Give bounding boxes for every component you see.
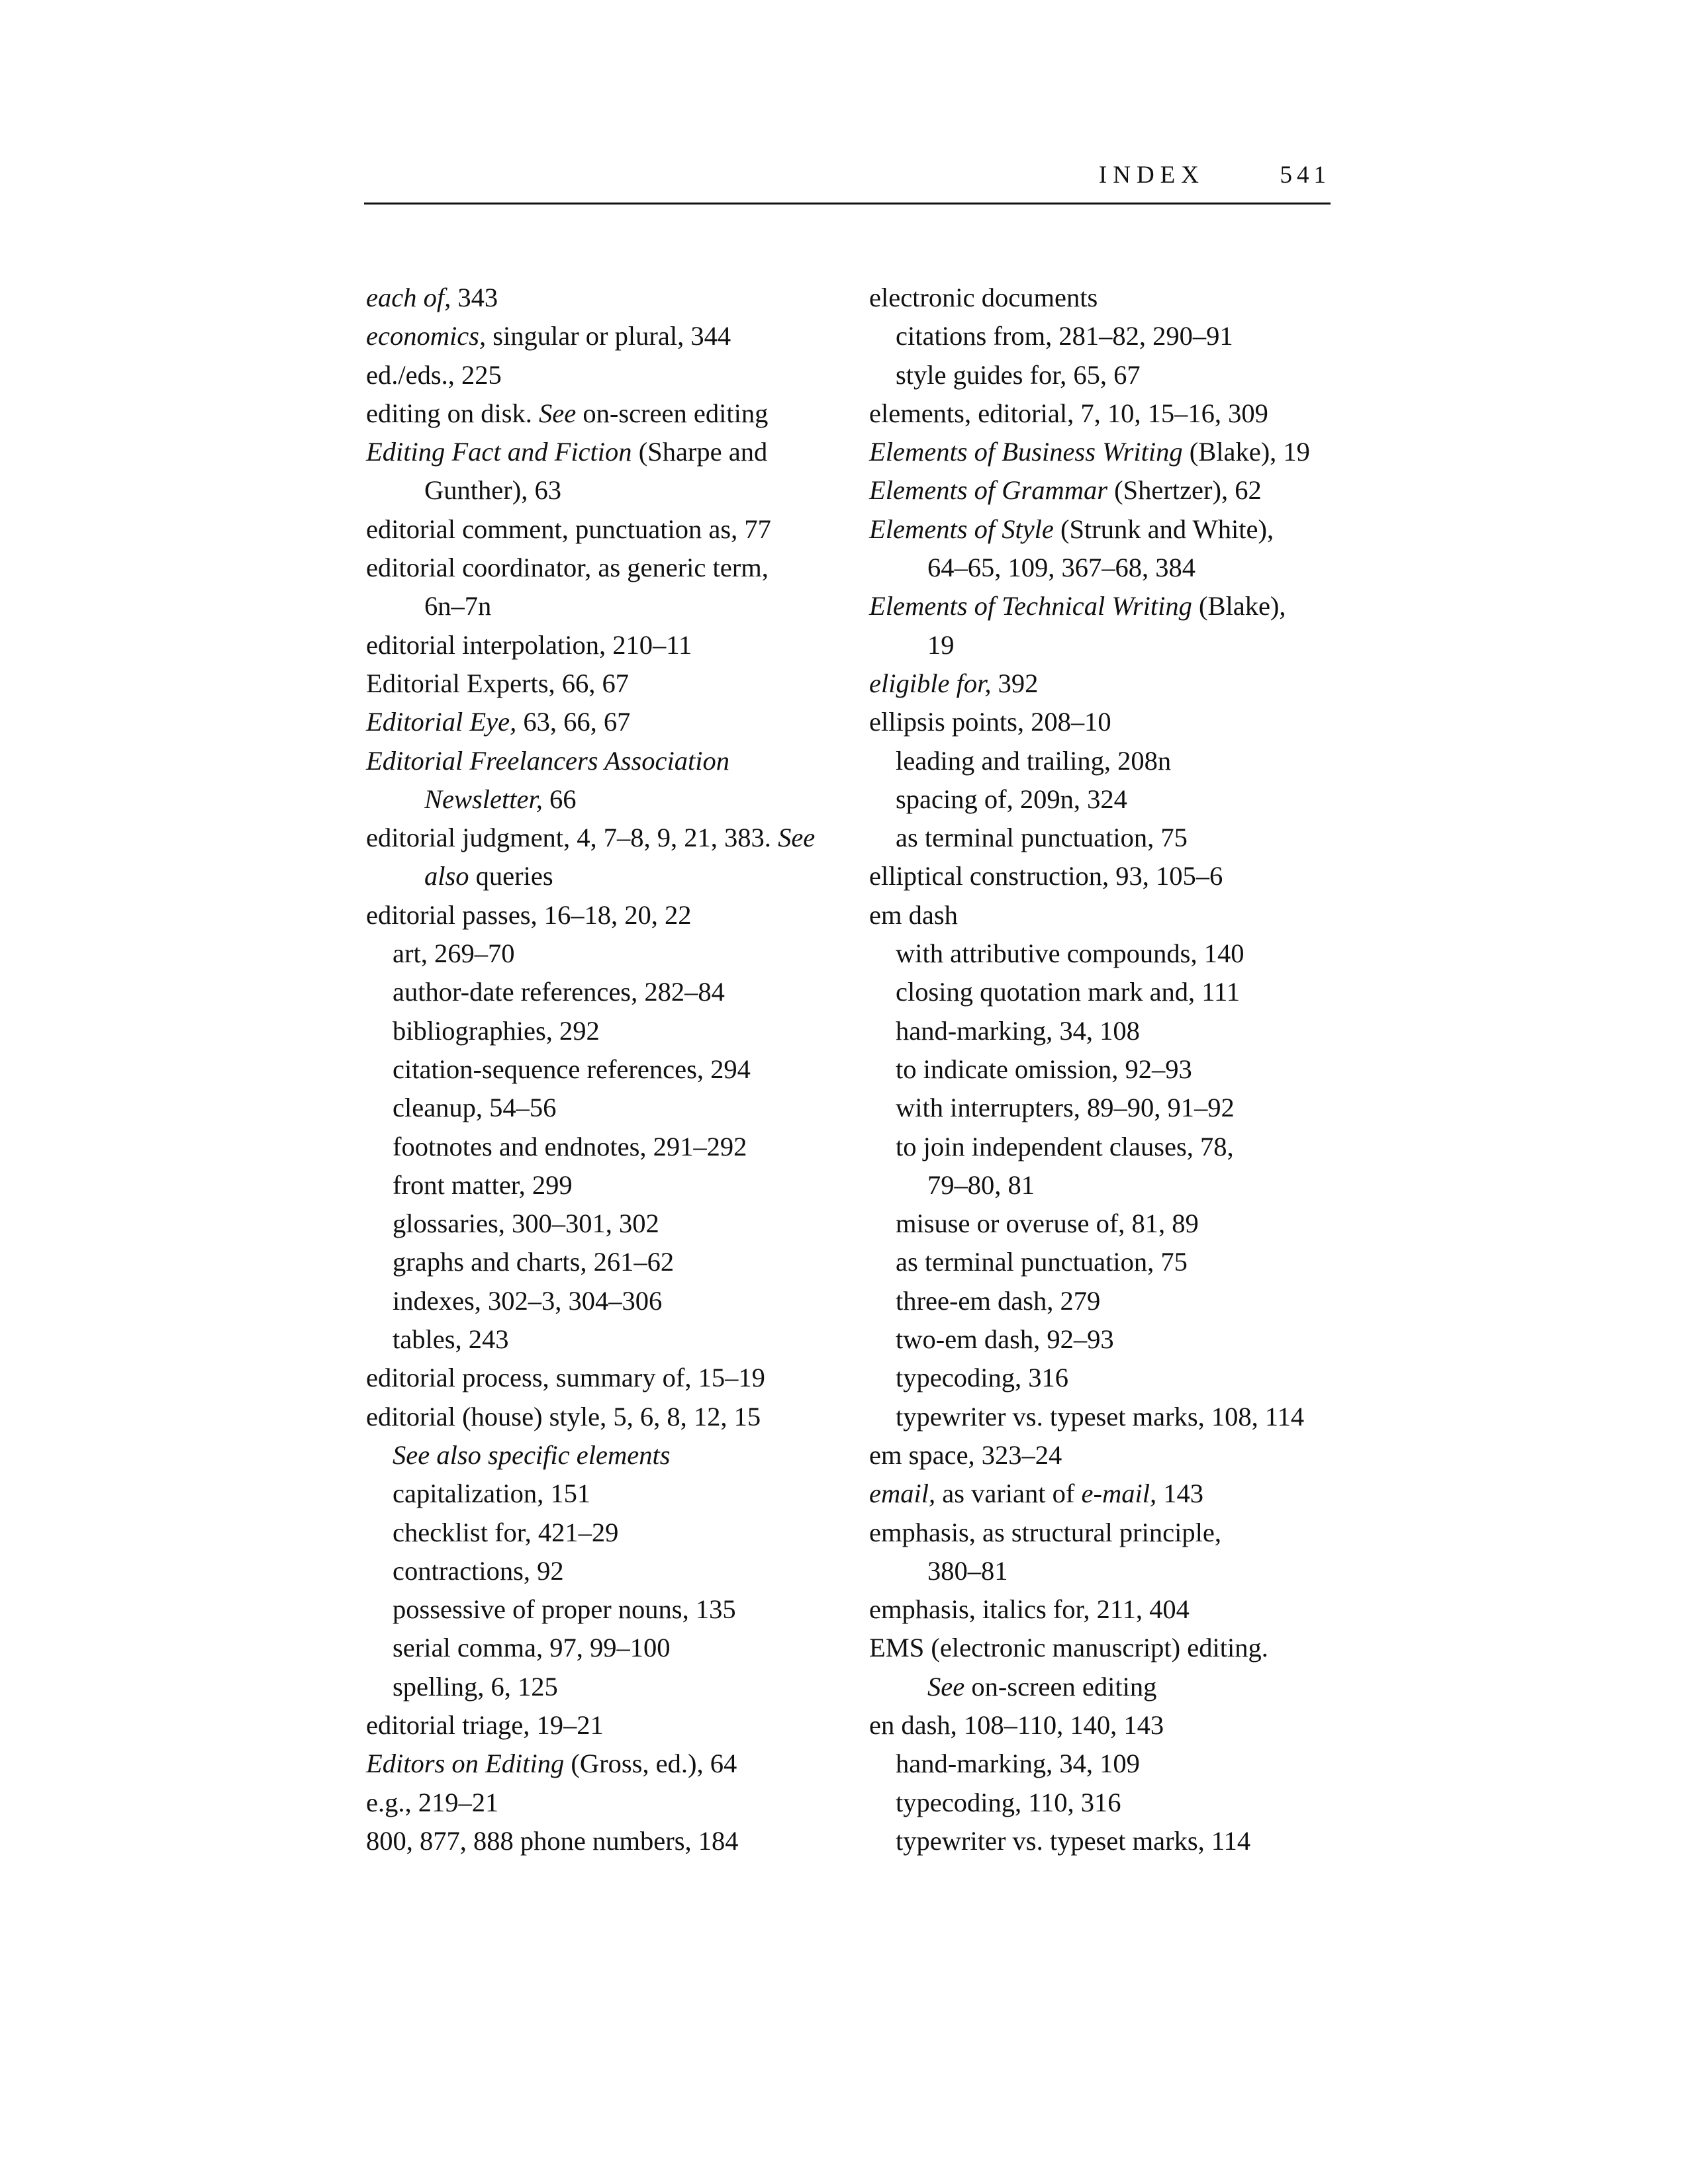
- index-subentry: [869, 1398, 1333, 1436]
- entry-text: 66: [542, 784, 577, 814]
- entry-text: with attributive compounds, 140: [896, 938, 1244, 969]
- index-entry-continuation: [869, 549, 1333, 587]
- entry-text: (Strunk and White),: [1053, 514, 1274, 544]
- index-entry-line: [896, 1128, 1333, 1166]
- index-subentry: [869, 1282, 1333, 1320]
- entry-text: (Blake), 19: [1182, 437, 1310, 467]
- index-subentry: [869, 1320, 1333, 1359]
- entry-text: emphasis, italics for, 211, 404: [869, 1594, 1190, 1625]
- index-subentry: [869, 973, 1333, 1011]
- index-entry-line: [896, 819, 1333, 857]
- entry-text: to join independent clauses, 78,: [896, 1131, 1234, 1161]
- italic-text: See also specific elements: [393, 1439, 671, 1470]
- index-subentry: [869, 934, 1333, 973]
- italic-text: each of,: [366, 283, 451, 312]
- index-entry-line: [366, 433, 829, 471]
- entry-text: as terminal punctuation, 75: [896, 1247, 1188, 1277]
- index-entry-line: [869, 587, 1333, 625]
- italic-text: also: [424, 861, 469, 891]
- entry-text: 800, 877, 888 phone numbers, 184: [366, 1825, 739, 1856]
- index-entry: [366, 356, 829, 394]
- index-entry: [366, 703, 829, 741]
- italic-text: Editorial Eye,: [366, 707, 517, 737]
- entry-text: (Gross, ed.), 64: [564, 1749, 737, 1779]
- index-entry-line: [896, 1822, 1333, 1860]
- index-entry-line: [366, 317, 829, 355]
- entry-text: editorial interpolation, 210–11: [366, 629, 692, 660]
- index-entry: [869, 433, 1333, 471]
- entry-text: EMS (electronic manuscript) editing.: [869, 1633, 1268, 1663]
- index-subentry: [366, 1128, 829, 1166]
- index-entry-line: [896, 1784, 1333, 1822]
- index-subentry: [366, 1668, 829, 1706]
- index-entry-line: [393, 1205, 829, 1243]
- index-subentry: [869, 1050, 1333, 1089]
- page-number: 541: [1280, 161, 1331, 189]
- entry-text: (Blake),: [1192, 591, 1286, 621]
- index-entry: [869, 857, 1333, 895]
- index-entry-line: [366, 279, 829, 317]
- index-entry-line: [393, 934, 829, 973]
- index-entry-line: [366, 549, 829, 587]
- index-entry-continuation: [366, 587, 829, 625]
- entry-text: typewriter vs. typeset marks, 114: [896, 1825, 1251, 1856]
- entry-text: indexes, 302–3, 304–306: [393, 1285, 663, 1316]
- index-entry-line: [869, 857, 1333, 895]
- index-subentry: [366, 1050, 829, 1089]
- index-column-right: [869, 279, 1333, 1860]
- entry-text: typecoding, 316: [896, 1363, 1068, 1393]
- index-entry: [869, 703, 1333, 741]
- index-entry-line: [896, 1089, 1333, 1127]
- index-entry: [869, 394, 1333, 433]
- index-entry: [869, 664, 1333, 703]
- entry-text: em dash: [869, 899, 958, 930]
- italic-text: See: [539, 398, 577, 428]
- index-entry-line: [366, 1359, 829, 1397]
- entry-text: editorial coordinator, as generic term,: [366, 553, 769, 583]
- index-subentry: [366, 1436, 829, 1475]
- index-entry: [869, 1590, 1333, 1629]
- index-entry-line: [869, 1514, 1333, 1552]
- italic-text: See: [778, 823, 816, 853]
- index-subentry: [869, 742, 1333, 780]
- index-entry-line: [896, 1050, 1333, 1089]
- entry-text: electronic documents: [869, 283, 1098, 312]
- index-entry-line: [896, 742, 1333, 780]
- entry-text: 392: [991, 668, 1039, 698]
- index-entry-line: [366, 819, 829, 857]
- index-entry: [366, 1822, 829, 1860]
- entry-text: queries: [469, 861, 553, 891]
- index-entry-line: [896, 1243, 1333, 1281]
- index-entry: [366, 1359, 829, 1397]
- index-entry-line: [366, 626, 829, 664]
- index-entry-line: [366, 1398, 829, 1436]
- entry-text: possessive of proper nouns, 135: [393, 1594, 736, 1625]
- index-entry-line: [896, 1745, 1333, 1783]
- index-entry-line: [366, 1706, 829, 1745]
- italic-text: Elements of Grammar: [869, 475, 1107, 506]
- entry-text: glossaries, 300–301, 302: [393, 1208, 659, 1239]
- index-subentry: [869, 1359, 1333, 1397]
- index-entry-line: [869, 433, 1333, 471]
- entry-text: contractions, 92: [393, 1555, 564, 1586]
- index-entry: [869, 1436, 1333, 1475]
- entry-text: editorial triage, 19–21: [366, 1709, 604, 1740]
- entry-text: misuse or overuse of, 81, 89: [896, 1208, 1199, 1239]
- italic-text: Elements of Style: [869, 514, 1054, 544]
- index-entry-line: [366, 896, 829, 934]
- index-entry-line: [869, 394, 1333, 433]
- entry-text: graphs and charts, 261–62: [393, 1247, 675, 1277]
- index-subentry: [366, 934, 829, 973]
- index-entry: [366, 549, 829, 626]
- entry-text: (Sharpe and: [632, 437, 768, 467]
- index-subentry: [869, 317, 1333, 355]
- entry-text: 64–65, 109, 367–68, 384: [927, 553, 1196, 583]
- entry-text: spelling, 6, 125: [393, 1671, 558, 1702]
- entry-text: ellipsis points, 208–10: [869, 707, 1111, 737]
- entry-text: style guides for, 65, 67: [896, 359, 1141, 390]
- index-entry-line: [896, 356, 1333, 394]
- index-entry: [366, 510, 829, 549]
- entry-text: ed./eds., 225: [366, 359, 502, 390]
- index-subentry: [869, 1243, 1333, 1281]
- index-entry: [366, 819, 829, 896]
- entry-text: editorial process, summary of, 15–19: [366, 1363, 765, 1393]
- index-subentry: [869, 1128, 1333, 1205]
- entry-text: elements, editorial, 7, 10, 15–16, 309: [869, 398, 1268, 428]
- index-entry-line: [366, 1822, 829, 1860]
- index-entry-line: [393, 1089, 829, 1127]
- entry-text: typewriter vs. typeset marks, 108, 114: [896, 1401, 1305, 1432]
- index-entry-line: [869, 703, 1333, 741]
- index-entry-line: [393, 1629, 829, 1667]
- entry-text: singular or plural, 344: [486, 321, 731, 351]
- index-entry-line: [869, 1436, 1333, 1475]
- italic-text: Editing Fact and Fiction: [366, 437, 632, 467]
- italic-text: eligible for,: [869, 668, 992, 698]
- index-entry-line: [393, 1166, 829, 1205]
- index-entry-line: [393, 1590, 829, 1629]
- index-entry-continuation: [869, 1552, 1333, 1590]
- index-entry: [366, 1784, 829, 1822]
- index-entry-line: [366, 510, 829, 549]
- index-subentry: [869, 1012, 1333, 1050]
- index-entry-line: [393, 1243, 829, 1281]
- index-entry-line: [393, 1552, 829, 1590]
- index-entry: [869, 587, 1333, 664]
- italic-text: See: [927, 1671, 965, 1702]
- italic-text: e-mail,: [1081, 1479, 1157, 1509]
- index-entry-line: [869, 510, 1333, 549]
- index-entry-line: [393, 1668, 829, 1706]
- index-entry-line: [393, 1050, 829, 1089]
- index-entry: [869, 471, 1333, 510]
- index-entry-line: [869, 471, 1333, 510]
- entry-text: as variant of: [935, 1479, 1082, 1509]
- index-entry-line: [896, 317, 1333, 355]
- index-subentry: [366, 1243, 829, 1281]
- italic-text: Elements of Business Writing: [869, 437, 1183, 467]
- running-title: INDEX: [1098, 161, 1205, 189]
- index-entry-line: [393, 1436, 829, 1475]
- entry-text: Gunther), 63: [424, 475, 561, 506]
- index-entry-line: [896, 1012, 1333, 1050]
- entry-text: citations from, 281–82, 290–91: [896, 321, 1233, 351]
- index-subentry: [869, 1205, 1333, 1243]
- entry-text: editorial comment, punctuation as, 77: [366, 514, 771, 544]
- entry-text: on-screen editing: [964, 1671, 1157, 1702]
- entry-text: hand-marking, 34, 109: [896, 1749, 1140, 1779]
- index-entry: [366, 279, 829, 317]
- entry-text: capitalization, 151: [393, 1479, 591, 1509]
- entry-text: bibliographies, 292: [393, 1015, 600, 1046]
- italic-text: email,: [869, 1479, 936, 1509]
- index-entry-line: [896, 780, 1333, 819]
- entry-text: as terminal punctuation, 75: [896, 823, 1188, 853]
- index-subentry: [869, 819, 1333, 857]
- index-subentry: [869, 1745, 1333, 1783]
- entry-text: typecoding, 110, 316: [896, 1787, 1121, 1817]
- index-entry: [869, 1475, 1333, 1513]
- index-entry-line: [896, 973, 1333, 1011]
- index-entry: [869, 1706, 1333, 1745]
- index-entry: [366, 896, 829, 934]
- index-entry-line: [869, 896, 1333, 934]
- entry-text: 143: [1156, 1479, 1203, 1509]
- index-entry: [366, 1706, 829, 1745]
- index-column-left: [366, 279, 829, 1860]
- entry-text: editing on disk.: [366, 398, 539, 428]
- index-entry-line: [896, 1359, 1333, 1397]
- index-entry: [366, 1398, 829, 1436]
- index-subentry: [366, 973, 829, 1011]
- entry-text: e.g., 219–21: [366, 1787, 499, 1817]
- entry-text: author-date references, 282–84: [393, 977, 725, 1007]
- entry-text: em space, 323–24: [869, 1439, 1062, 1470]
- italic-text: economics,: [366, 321, 487, 351]
- index-entry: [869, 1514, 1333, 1591]
- index-entry: [869, 1629, 1333, 1706]
- entry-text: two-em dash, 92–93: [896, 1324, 1114, 1355]
- index-entry: [869, 896, 1333, 934]
- index-subentry: [366, 1514, 829, 1552]
- entry-text: cleanup, 54–56: [393, 1093, 557, 1123]
- entry-text: leading and trailing, 208n: [896, 745, 1172, 776]
- entry-text: 343: [451, 283, 498, 312]
- running-head: [364, 156, 1331, 205]
- index-entry: [366, 742, 829, 819]
- entry-text: editorial judgment, 4, 7–8, 9, 21, 383.: [366, 823, 778, 853]
- entry-text: elliptical construction, 93, 105–6: [869, 861, 1223, 891]
- index-entry: [366, 317, 829, 355]
- entry-text: checklist for, 421–29: [393, 1517, 619, 1547]
- index-entry-line: [896, 1205, 1333, 1243]
- index-entry-line: [366, 664, 829, 703]
- entry-text: hand-marking, 34, 108: [896, 1015, 1140, 1046]
- index-entry: [869, 510, 1333, 588]
- index-subentry: [366, 1590, 829, 1629]
- index-subentry: [366, 1166, 829, 1205]
- index-entry-line: [393, 973, 829, 1011]
- index-entry-continuation: [869, 626, 1333, 664]
- index-entry: [869, 279, 1333, 317]
- index-entry-line: [896, 1398, 1333, 1436]
- index-entry: [366, 1745, 829, 1783]
- entry-text: footnotes and endnotes, 291–292: [393, 1131, 747, 1161]
- index-entry-continuation: [869, 1668, 1333, 1706]
- index-entry-line: [896, 1282, 1333, 1320]
- entry-text: closing quotation mark and, 111: [896, 977, 1241, 1007]
- index-subentry: [869, 1784, 1333, 1822]
- index-entry-line: [869, 1706, 1333, 1745]
- index-entry-line: [896, 1320, 1333, 1359]
- entry-text: front matter, 299: [393, 1169, 573, 1200]
- index-entry-continuation: [896, 1166, 1333, 1205]
- entry-text: 19: [927, 629, 955, 660]
- entry-text: emphasis, as structural principle,: [869, 1517, 1221, 1547]
- index-subentry: [366, 1089, 829, 1127]
- entry-text: spacing of, 209n, 324: [896, 784, 1127, 814]
- entry-text: 380–81: [927, 1555, 1008, 1586]
- entry-text: three-em dash, 279: [896, 1285, 1101, 1316]
- entry-text: editorial passes, 16–18, 20, 22: [366, 899, 692, 930]
- entry-text: 6n–7n: [424, 591, 492, 621]
- index-entry-line: [366, 742, 829, 780]
- index-entry-line: [393, 1320, 829, 1359]
- index-entry: [366, 664, 829, 703]
- index-entry-line: [366, 703, 829, 741]
- index-subentry: [366, 1629, 829, 1667]
- entry-text: editorial (house) style, 5, 6, 8, 12, 15: [366, 1401, 761, 1432]
- italic-text: Elements of Technical Writing: [869, 591, 1192, 621]
- index-entry: [366, 433, 829, 510]
- index-subentry: [869, 1822, 1333, 1860]
- italic-text: Newsletter,: [424, 784, 543, 814]
- index-entry-line: [869, 664, 1333, 703]
- index-entry-line: [393, 1475, 829, 1513]
- index-entry-line: [366, 1784, 829, 1822]
- index-entry-line: [393, 1282, 829, 1320]
- index-entry-line: [393, 1514, 829, 1552]
- index-subentry: [366, 1205, 829, 1243]
- index-subentry: [869, 780, 1333, 819]
- entry-text: (Shertzer), 62: [1107, 475, 1262, 506]
- index-entry-line: [869, 1475, 1333, 1513]
- index-entry-line: [869, 1590, 1333, 1629]
- italic-text: Editors on Editing: [366, 1749, 565, 1779]
- index-entry-line: [366, 1745, 829, 1783]
- index-subentry: [366, 1012, 829, 1050]
- index-entry: [366, 626, 829, 664]
- index-entry: [366, 394, 829, 433]
- index-entry-line: [869, 279, 1333, 317]
- index-entry-line: [869, 1629, 1333, 1667]
- index-entry-line: [393, 1128, 829, 1166]
- entry-text: 63, 66, 67: [516, 707, 631, 737]
- index-entry-line: [393, 1012, 829, 1050]
- index-subentry: [366, 1282, 829, 1320]
- entry-text: 79–80, 81: [927, 1169, 1035, 1200]
- entry-text: tables, 243: [393, 1324, 509, 1355]
- index-entry-line: [366, 394, 829, 433]
- entry-text: en dash, 108–110, 140, 143: [869, 1709, 1164, 1740]
- entry-text: serial comma, 97, 99–100: [393, 1633, 671, 1663]
- index-entry-continuation: [366, 471, 829, 510]
- entry-text: on-screen editing: [576, 398, 769, 428]
- italic-text: Editorial Freelancers Association: [366, 745, 729, 776]
- index-subentry: [869, 1089, 1333, 1127]
- entry-text: to indicate omission, 92–93: [896, 1054, 1192, 1084]
- entry-text: Editorial Experts, 66, 67: [366, 668, 630, 698]
- index-entry-line: [896, 934, 1333, 973]
- index-subentry: [366, 1475, 829, 1513]
- entry-text: citation-sequence references, 294: [393, 1054, 751, 1084]
- entry-text: art, 269–70: [393, 938, 515, 969]
- index-entry-continuation: [366, 857, 829, 895]
- entry-text: with interrupters, 89–90, 91–92: [896, 1093, 1235, 1123]
- index-subentry: [366, 1552, 829, 1590]
- index-entry-line: [366, 356, 829, 394]
- index-entry-continuation: [366, 780, 829, 819]
- index-subentry: [366, 1320, 829, 1359]
- index-subentry: [869, 356, 1333, 394]
